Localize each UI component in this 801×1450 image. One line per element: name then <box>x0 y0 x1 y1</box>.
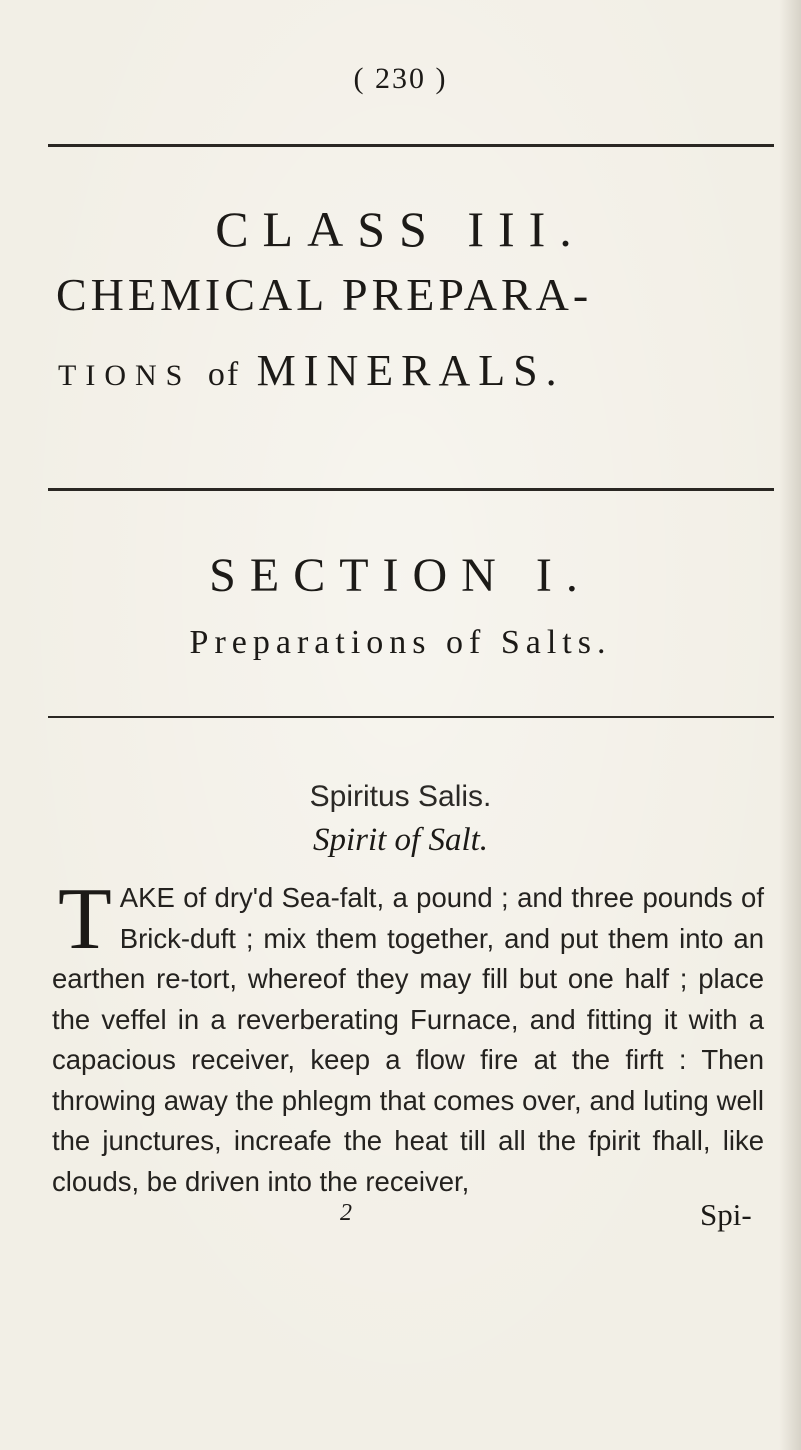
chapter-title-line-1: CHEMICAL PREPARA- <box>56 269 593 320</box>
signature-mark: 2 <box>340 1200 352 1226</box>
section-subtitle: Preparations of Salts. <box>189 624 612 661</box>
top-rule <box>48 144 774 147</box>
class-heading: CLASS III. <box>215 201 586 257</box>
recipe-latin-title: Spiritus Salis. <box>309 780 492 813</box>
drop-cap: T <box>58 871 112 968</box>
recipe-body <box>52 871 764 1202</box>
catchword: Spi- <box>700 1197 752 1232</box>
section-heading: SECTION I. <box>209 549 592 602</box>
chapter-title-word-minerals: MINERALS. <box>256 346 565 395</box>
chapter-title-word-of: of <box>207 356 241 393</box>
chapter-title-line-2 <box>58 345 758 396</box>
lower-rule <box>48 716 774 718</box>
page-number: ( 230 ) <box>353 62 448 95</box>
recipe-english-title: Spirit of Salt. <box>312 822 489 858</box>
recipe-body-text: AKE of dry'd Sea-falt, a pound ; and three pounds of Brick-duft ; mix them together, and put them into an earthen re-tort, whereof they may fill but one half ; place the veffel in a reverberating Furnace, and fitting it with a capacious receiver, keep a flow fire at the firft : Then throwing away the phlegm that comes over, and luting well the junctures, increafe the heat till all the fpirit fhall, like clouds, be driven into the receiver, <box>52 882 764 1197</box>
middle-rule <box>48 488 774 491</box>
chapter-title-word-tions: TIONS <box>58 359 192 392</box>
